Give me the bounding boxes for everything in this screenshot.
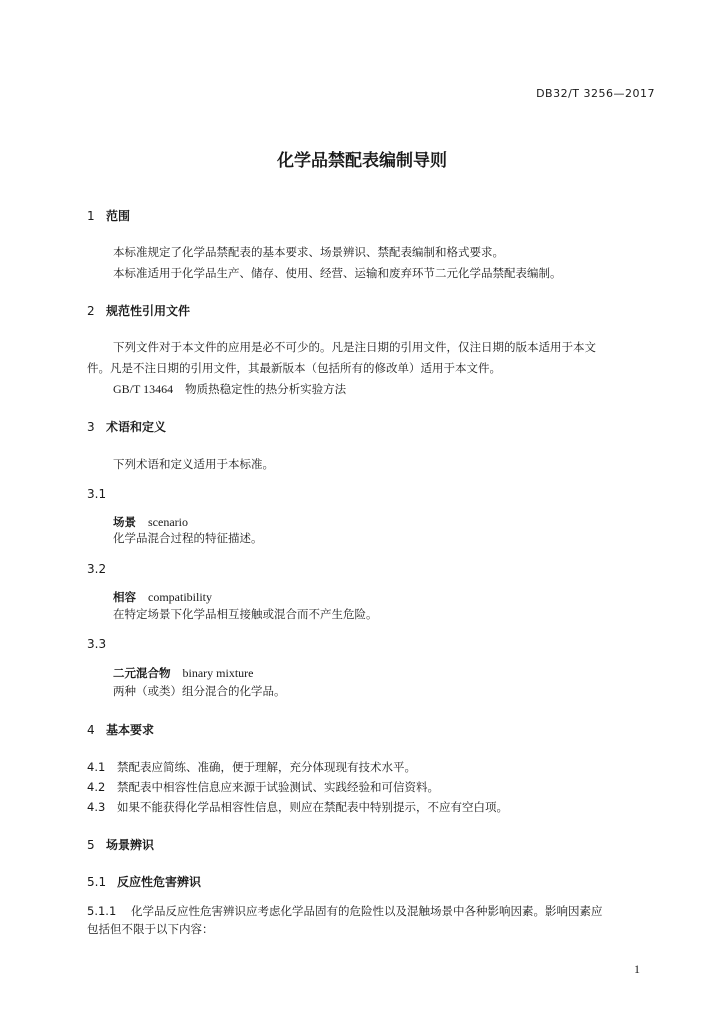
- item-number: 5.1.1: [87, 904, 117, 918]
- item-number: 4.1: [87, 760, 106, 774]
- section-3-heading: [87, 418, 166, 435]
- term-entry: [113, 589, 212, 605]
- requirement-item: [87, 759, 416, 775]
- section-title: 基本要求: [106, 723, 155, 737]
- reference-title: 物质热稳定性的热分析实验方法: [185, 382, 347, 396]
- section-title: 范围: [106, 209, 131, 223]
- section-title: 场景辨识: [106, 838, 155, 852]
- section-number: 5: [87, 838, 95, 852]
- section-number: 2: [87, 304, 95, 318]
- term-chinese: 相容: [113, 590, 136, 604]
- section-2-heading: [87, 302, 190, 319]
- subsection-heading: [87, 873, 201, 890]
- paragraph: 下列文件对于本文件的应用是必不可少的。凡是注日期的引用文件，仅注日期的版本适用于本文: [113, 340, 596, 354]
- term-english: binary mixture: [182, 666, 254, 680]
- section-5-heading: [87, 836, 154, 853]
- section-title: 术语和定义: [106, 420, 167, 434]
- requirement-item: [87, 779, 439, 795]
- item-text: 禁配表中相容性信息应来源于试验测试、实践经验和可信资料。: [117, 780, 439, 794]
- paragraph: 本标准规定了化学品禁配表的基本要求、场景辨识、禁配表编制和格式要求。: [113, 245, 504, 259]
- item-number: 4.3: [87, 800, 106, 814]
- page-number: 1: [634, 962, 640, 976]
- reference-code: GB/T 13464: [113, 382, 174, 396]
- paragraph: 下列术语和定义适用于本标准。: [113, 457, 274, 471]
- normative-reference: [113, 381, 346, 397]
- clause-continuation: 包括但不限于以下内容：: [87, 922, 214, 936]
- standard-code: DB32/T 3256—2017: [536, 87, 655, 100]
- requirement-item: [87, 799, 508, 815]
- term-entry: [113, 514, 188, 530]
- term-definition: 在特定场景下化学品相互接触或混合而不产生危险。: [113, 607, 378, 621]
- term-number: 3.3: [87, 637, 107, 651]
- section-4-heading: [87, 721, 154, 738]
- term-chinese: 场景: [113, 515, 136, 529]
- item-text: 如果不能获得化学品相容性信息，则应在禁配表中特别提示，不应有空白项。: [117, 800, 508, 814]
- item-number: 4.2: [87, 780, 106, 794]
- term-definition: 两种（或类）组分混合的化学品。: [113, 684, 286, 698]
- subsection-title: 反应性危害辨识: [117, 875, 202, 889]
- item-text: 禁配表应简练、准确，便于理解，充分体现现有技术水平。: [117, 760, 416, 774]
- term-english: scenario: [148, 515, 188, 529]
- paragraph: 本标准适用于化学品生产、储存、使用、经营、运输和废弃环节二元化学品禁配表编制。: [113, 266, 562, 280]
- section-number: 1: [87, 209, 95, 223]
- subsection-number: 5.1: [87, 875, 107, 889]
- item-text: 化学品反应性危害辨识应考虑化学品固有的危险性以及混触场景中各种影响因素。影响因素应: [131, 904, 603, 918]
- term-english: compatibility: [148, 590, 212, 604]
- clause-item: [87, 903, 603, 919]
- term-number: 3.2: [87, 562, 107, 576]
- section-title: 规范性引用文件: [106, 304, 191, 318]
- term-entry: [113, 665, 253, 681]
- term-number: 3.1: [87, 487, 107, 501]
- paragraph-continuation: 件。凡是不注日期的引用文件，其最新版本（包括所有的修改单）适用于本文件。: [87, 361, 501, 375]
- document-title: 化学品禁配表编制导则: [277, 151, 447, 171]
- section-number: 4: [87, 723, 95, 737]
- term-chinese: 二元混合物: [113, 666, 171, 680]
- section-number: 3: [87, 420, 95, 434]
- term-definition: 化学品混合过程的特征描述。: [113, 531, 263, 545]
- section-1-heading: [87, 207, 130, 224]
